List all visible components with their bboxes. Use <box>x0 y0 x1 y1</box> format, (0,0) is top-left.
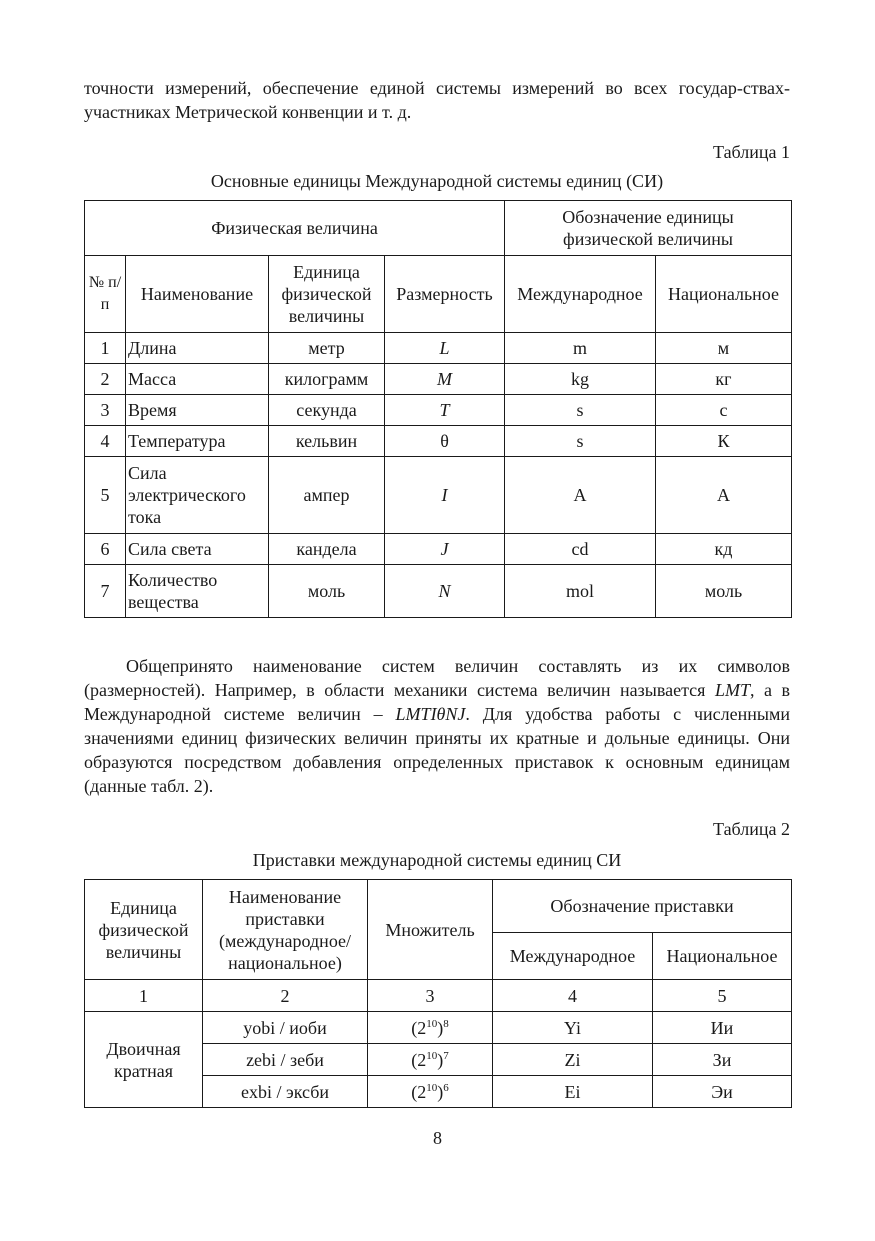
italic-lmt: LMT <box>714 680 750 700</box>
table1-si-base-units <box>84 200 792 618</box>
cell-num: 3 <box>85 395 126 426</box>
cell-national: А <box>656 457 792 534</box>
header-national: Национальное <box>653 933 792 980</box>
cell-dimension: θ <box>385 426 505 457</box>
cell-unit: моль <box>269 565 385 618</box>
cell-unit: кандела <box>269 534 385 565</box>
cell-international: cd <box>505 534 656 565</box>
cell-multiplier: $(2^{10})^7$ <box>368 1044 493 1076</box>
column-number: 2 <box>203 980 368 1012</box>
column-number-row <box>85 980 792 1012</box>
cell-dimension: J <box>385 534 505 565</box>
header-name: Наименование <box>126 256 269 333</box>
header-designation-group: Обозначение приставки <box>493 880 792 933</box>
italic-lmtithetanj: LMTIθNJ <box>395 704 466 724</box>
table-row <box>85 395 792 426</box>
cell-dimension: T <box>385 395 505 426</box>
cell-unit: кельвин <box>269 426 385 457</box>
cell-international: Zi <box>493 1044 653 1076</box>
cell-prefix-name: exbi / эксби <box>203 1076 368 1108</box>
table-row <box>85 534 792 565</box>
table-row <box>85 1012 792 1044</box>
table-row <box>85 426 792 457</box>
cell-international: mol <box>505 565 656 618</box>
table1-label: Таблица 1 <box>713 142 790 162</box>
cell-name: Время <box>126 395 269 426</box>
cell-unit: килограмм <box>269 364 385 395</box>
header-unit-designation: Обозначение единицы физической величины <box>505 201 792 256</box>
cell-prefix-name: zebi / зеби <box>203 1044 368 1076</box>
cell-international: s <box>505 395 656 426</box>
cell-num: 7 <box>85 565 126 618</box>
cell-international: s <box>505 426 656 457</box>
cell-unit: метр <box>269 333 385 364</box>
cell-name: Сила электрического тока <box>126 457 269 534</box>
table-row <box>85 457 792 534</box>
intro-paragraph: точности измерений, обеспечение единой системы измерений во всех государ-ствах-участниках Метрической конвенции и т. д. <box>84 78 790 122</box>
cell-international: Ei <box>493 1076 653 1108</box>
header-international: Международное <box>505 256 656 333</box>
cell-national: м <box>656 333 792 364</box>
cell-national: Эи <box>653 1076 792 1108</box>
cell-national: кг <box>656 364 792 395</box>
cell-unit: секунда <box>269 395 385 426</box>
body-paragraph <box>84 654 790 798</box>
cell-multiplier: $(2^{10})^6$ <box>368 1076 493 1108</box>
cell-dimension: L <box>385 333 505 364</box>
header-prefix-name: Наименование приставки (международное/ национальное) <box>203 880 368 980</box>
table2-caption: Приставки международной системы единиц СИ <box>252 850 622 870</box>
cell-dimension: M <box>385 364 505 395</box>
cell-name: Длина <box>126 333 269 364</box>
cell-national: с <box>656 395 792 426</box>
cell-national: моль <box>656 565 792 618</box>
header-multiplier: Множитель <box>368 880 493 980</box>
cell-national: Ии <box>653 1012 792 1044</box>
cell-name: Масса <box>126 364 269 395</box>
body-text: , а в Международной системе величин – <box>84 680 790 724</box>
cell-num: 4 <box>85 426 126 457</box>
cell-num: 6 <box>85 534 126 565</box>
cell-international: Yi <box>493 1012 653 1044</box>
header-num: № п/п <box>85 256 126 333</box>
cell-num: 1 <box>85 333 126 364</box>
header-unit: Единица физической величины <box>269 256 385 333</box>
cell-dimension: N <box>385 565 505 618</box>
header-national: Национальное <box>656 256 792 333</box>
table-row <box>85 565 792 618</box>
header-physical-quantity: Физическая величина <box>85 201 505 256</box>
cell-national: К <box>656 426 792 457</box>
cell-unit: ампер <box>269 457 385 534</box>
cell-name: Количество вещества <box>126 565 269 618</box>
cell-national: Зи <box>653 1044 792 1076</box>
group-label: Двоичная кратная <box>85 1012 203 1108</box>
page-number: 8 <box>433 1128 442 1148</box>
table2-si-prefixes <box>84 879 792 1108</box>
body-text: Общепринято наименование систем величин составлять из их символов (размерностей). Например, в области механики система величин называется <box>84 656 790 700</box>
cell-international: m <box>505 333 656 364</box>
column-number: 4 <box>493 980 653 1012</box>
body-text: . Для удобства работы с численными значениями единиц физических величин приняты их кратные и дольные единицы. Они образуются посредством добавления определенных приставок к основным единицам (данные табл. 2). <box>84 704 790 796</box>
header-international: Международное <box>493 933 653 980</box>
cell-international: kg <box>505 364 656 395</box>
cell-name: Сила света <box>126 534 269 565</box>
table-row <box>85 364 792 395</box>
cell-num: 5 <box>85 457 126 534</box>
cell-multiplier: $(2^{10})^8$ <box>368 1012 493 1044</box>
column-number: 1 <box>85 980 203 1012</box>
cell-national: кд <box>656 534 792 565</box>
table1-caption: Основные единицы Международной системы единиц (СИ) <box>210 171 664 191</box>
cell-dimension: I <box>385 457 505 534</box>
table-row <box>85 333 792 364</box>
column-number: 5 <box>653 980 792 1012</box>
header-unit: Единица физической величины <box>85 880 203 980</box>
column-number: 3 <box>368 980 493 1012</box>
cell-prefix-name: yobi / иоби <box>203 1012 368 1044</box>
cell-international: A <box>505 457 656 534</box>
table2-label: Таблица 2 <box>713 819 790 839</box>
cell-num: 2 <box>85 364 126 395</box>
header-dimension: Размерность <box>385 256 505 333</box>
cell-name: Температура <box>126 426 269 457</box>
